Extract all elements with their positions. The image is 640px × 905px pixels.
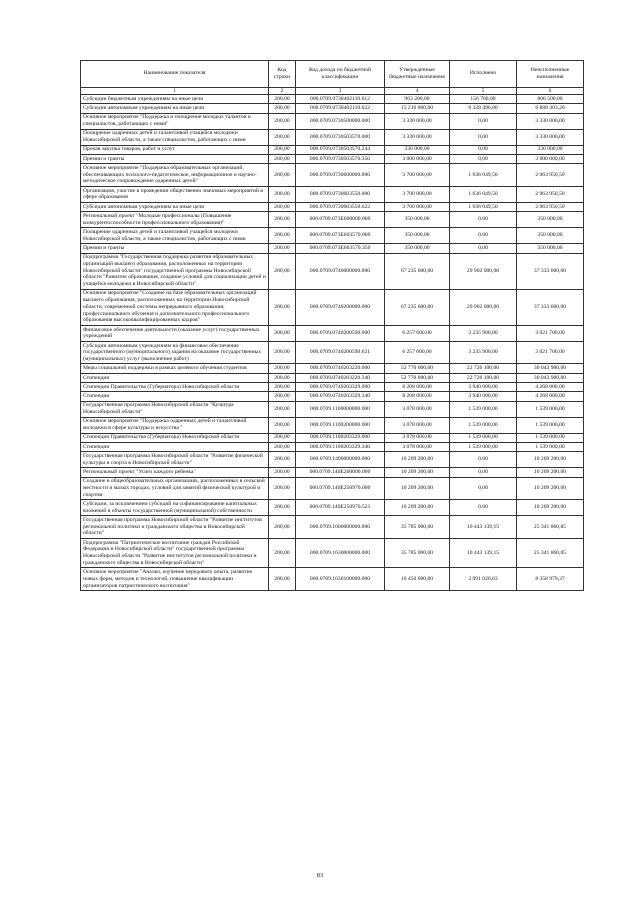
income-code-cell: 000.0709.073E603570.350 <box>296 244 385 253</box>
remaining-amount-cell: 350 000,00 <box>517 244 584 253</box>
executed-amount-cell: 1 539 000,00 <box>450 433 517 442</box>
column-number: 5 <box>450 87 517 94</box>
indicator-name-cell: Субсидии автономным учреждениям на финансовое обеспечение государственного (муниципального) задания на оказание государственных (муниципальных) услуг (выполнение работ) <box>81 341 269 364</box>
executed-amount-cell: 22 726 100,00 <box>450 364 517 373</box>
executed-amount-cell: 0,00 <box>450 244 517 253</box>
table-row <box>81 129 584 145</box>
approved-amount-cell: 3 078 000,00 <box>385 401 450 417</box>
executed-amount-cell: 1 636 049,50 <box>450 186 517 202</box>
executed-amount-cell: 0,00 <box>450 113 517 129</box>
remaining-amount-cell: 1 539 000,00 <box>517 433 584 442</box>
remaining-amount-cell: 10 209 200,00 <box>517 452 584 468</box>
column-number: 2 <box>269 87 296 94</box>
table-row <box>81 113 584 129</box>
remaining-amount-cell: 3 000 000,00 <box>517 154 584 163</box>
table-row <box>81 516 584 539</box>
income-code-cell: 000.0709.1400000000.000 <box>296 452 385 468</box>
line-code-cell: 200,00 <box>269 129 296 145</box>
executed-amount-cell: 10 443 139,15 <box>450 538 517 567</box>
income-code-cell: 000.0709.0740000000.000 <box>296 253 385 289</box>
approved-amount-cell: 3 078 000,00 <box>385 433 450 442</box>
approved-amount-cell: 15 216 800,00 <box>385 104 450 113</box>
page-number: 83 <box>316 872 324 879</box>
table-row <box>81 364 584 373</box>
approved-amount-cell: 3 000 000,00 <box>385 154 450 163</box>
line-code-cell: 200,00 <box>269 253 296 289</box>
approved-amount-cell: 10 209 200,00 <box>385 500 450 516</box>
indicator-name-cell: Прочая закупка товаров, работ и услуг <box>81 145 269 154</box>
indicator-name-cell: Субсидии, за исключением субсидий на софинансирование капитальных вложений в объекты государственной (муниципальной) собственности <box>81 500 269 516</box>
indicator-name-cell: Региональный проект "Успех каждого ребенка" <box>81 468 269 477</box>
approved-amount-cell: 3 330 000,00 <box>385 129 450 145</box>
header-row <box>81 61 584 88</box>
line-code-cell: 200,00 <box>269 104 296 113</box>
approved-amount-cell: 6 257 600,00 <box>385 325 450 341</box>
executed-amount-cell: 3 235 900,00 <box>450 341 517 364</box>
line-code-cell: 200,00 <box>269 383 296 392</box>
approved-amount-cell: 3 700 000,00 <box>385 186 450 202</box>
line-code-cell: 200,00 <box>269 364 296 373</box>
remaining-amount-cell: 25 341 860,85 <box>517 516 584 539</box>
line-code-cell: 200,00 <box>269 538 296 567</box>
income-code-cell: 000.0709.0740200590.000 <box>296 325 385 341</box>
income-code-cell: 000.0709.073E603570.000 <box>296 228 385 244</box>
indicator-name-cell: Основное мероприятие "Создание на базе образовательных организаций высшего образования, расположенных на территории Новосибирской области, современной системы непрерывного образования, профессионального обучения и дополнительного профессионального образования высококвалифицированных кадров" <box>81 289 269 325</box>
approved-amount-cell: 350 000,00 <box>385 212 450 228</box>
income-code-cell: 000.0709.1600000000.000 <box>296 516 385 539</box>
approved-amount-cell: 3 330 000,00 <box>385 113 450 129</box>
approved-amount-cell: 3 078 000,00 <box>385 442 450 451</box>
remaining-amount-cell: 1 539 000,00 <box>517 417 584 433</box>
income-code-cell: 000.0709.0730503570.000 <box>296 129 385 145</box>
budget-execution-table-sheet <box>80 60 583 591</box>
table-row <box>81 164 584 187</box>
indicator-name-cell: Стипендии Правительства (Губернатора) Новосибирской области <box>81 433 269 442</box>
remaining-amount-cell: 4 268 000,00 <box>517 383 584 392</box>
executed-amount-cell: 0,00 <box>450 145 517 154</box>
indicator-name-cell: Государственная программа Новосибирской области "Культура Новосибирской области" <box>81 401 269 417</box>
approved-amount-cell: 3 078 000,00 <box>385 417 450 433</box>
approved-amount-cell: 52 770 000,00 <box>385 364 450 373</box>
indicator-name-cell: Субсидии автономным учреждениям на иные цели <box>81 104 269 113</box>
remaining-amount-cell: 6 888 303,20 <box>517 104 584 113</box>
line-code-cell: 200,00 <box>269 95 296 104</box>
approved-amount-cell: 10 209 200,00 <box>385 468 450 477</box>
executed-amount-cell: 0,00 <box>450 154 517 163</box>
income-code-cell: 000.0709.0730503570.350 <box>296 154 385 163</box>
executed-amount-cell: 1 636 049,50 <box>450 202 517 211</box>
income-code-cell: 000.0709.1630100000.000 <box>296 568 385 591</box>
table-row <box>81 500 584 516</box>
remaining-amount-cell: 37 333 600,00 <box>517 253 584 289</box>
line-code-cell: 200,00 <box>269 325 296 341</box>
line-code-cell: 200,00 <box>269 516 296 539</box>
approved-amount-cell: 350 000,00 <box>385 244 450 253</box>
executed-amount-cell: 22 726 100,00 <box>450 373 517 382</box>
indicator-name-cell: Премии и гранты <box>81 244 269 253</box>
remaining-amount-cell: 806 500,00 <box>517 95 584 104</box>
executed-amount-cell: 10 443 139,15 <box>450 516 517 539</box>
header-indicator-name: Наименование показателя <box>81 61 269 88</box>
indicator-name-cell: Подпрограмма "Государственная поддержка развития образовательных организаций высшего образования, расположенных на территории Новосибирской области" государственной программы Новосибирской области "Развитие образования, создание условий для социализации детей и учащейся молодежи в Новосибирской области" <box>81 253 269 289</box>
indicator-name-cell: Создание в общеобразовательных организациях, расположенных в сельской местности и малых городах, условий для занятий физической культурой и спортом <box>81 477 269 500</box>
table-body <box>81 95 584 591</box>
executed-amount-cell: 1 539 000,00 <box>450 401 517 417</box>
line-code-cell: 200,00 <box>269 341 296 364</box>
indicator-name-cell: Субсидии бюджетным учреждениям на иные цели <box>81 95 269 104</box>
remaining-amount-cell: 350 000,00 <box>517 228 584 244</box>
indicator-name-cell: Региональный проект "Молодые профессионалы (Повышение конкурентоспособности профессионального образования)" <box>81 212 269 228</box>
table-row <box>81 442 584 451</box>
table-row <box>81 538 584 567</box>
remaining-amount-cell: 8 358 979,37 <box>517 568 584 591</box>
indicator-name-cell: Организация, участие в проведении общественно значимых мероприятий в сфере образования <box>81 186 269 202</box>
table-row <box>81 244 584 253</box>
line-code-cell: 200,00 <box>269 154 296 163</box>
indicator-name-cell: Финансовое обеспечение деятельности (оказание услуг) государственных учреждений <box>81 325 269 341</box>
header-line-code: Код строки <box>269 61 296 88</box>
table-row <box>81 186 584 202</box>
approved-amount-cell: 35 785 000,00 <box>385 516 450 539</box>
indicator-name-cell: Подпрограмма "Патриотическое воспитание граждан Российской Федерации в Новосибирской области" государственной программы Новосибирской области "Развитие институтов региональной политики и гражданского общества в Новосибирской области" <box>81 538 269 567</box>
table-row <box>81 145 584 154</box>
indicator-name-cell: Стипендии <box>81 442 269 451</box>
column-number: 6 <box>517 87 584 94</box>
remaining-amount-cell: 25 341 860,85 <box>517 538 584 567</box>
indicator-name-cell: Государственная программа Новосибирской области "Развитие физической культуры и спорта в Новосибирской области" <box>81 452 269 468</box>
income-code-cell: 000.0709.140E250970.521 <box>296 500 385 516</box>
line-code-cell: 200,00 <box>269 442 296 451</box>
income-code-cell: 000.0709.0740200000.000 <box>296 289 385 325</box>
approved-amount-cell: 67 235 600,00 <box>385 289 450 325</box>
indicator-name-cell: Стипендии <box>81 392 269 401</box>
table-row <box>81 289 584 325</box>
executed-amount-cell: 156 700,00 <box>450 95 517 104</box>
income-code-cell: 000.0709.1630000000.000 <box>296 538 385 567</box>
line-code-cell: 200,00 <box>269 145 296 154</box>
indicator-name-cell: Основное мероприятие "Анализ, изучение передового опыта, развитие новых форм, методов и технологий, повышение квалификации организаторов патриотического воспитания" <box>81 568 269 591</box>
approved-amount-cell: 52 770 000,00 <box>385 373 450 382</box>
income-code-cell: 000.0709.0730402110.612 <box>296 95 385 104</box>
table-row <box>81 95 584 104</box>
income-code-cell: 000.0709.0730603550.622 <box>296 202 385 211</box>
line-code-cell: 200,00 <box>269 289 296 325</box>
column-number: 1 <box>81 87 269 94</box>
remaining-amount-cell: 10 209 200,00 <box>517 468 584 477</box>
income-code-cell: 000.0709.140E200000.000 <box>296 468 385 477</box>
approved-amount-cell: 963 200,00 <box>385 95 450 104</box>
income-code-cell: 000.0709.0730500000.000 <box>296 113 385 129</box>
header-remaining: Неисполненные назначения <box>517 61 584 88</box>
table-row <box>81 452 584 468</box>
indicator-name-cell: Основное мероприятие "Поддержка образовательных организаций, обеспечивающих психолого-педагогическое, информационное и научно-методическое сопровождение одаренных детей" <box>81 164 269 187</box>
executed-amount-cell: 29 902 000,00 <box>450 289 517 325</box>
approved-amount-cell: 8 208 000,00 <box>385 392 450 401</box>
line-code-cell: 200,00 <box>269 373 296 382</box>
income-code-cell: 000.0709.1100000000.000 <box>296 401 385 417</box>
table-row <box>81 417 584 433</box>
approved-amount-cell: 35 785 000,00 <box>385 538 450 567</box>
line-code-cell: 200,00 <box>269 568 296 591</box>
budget-execution-table <box>80 60 584 591</box>
executed-amount-cell: 1 539 000,00 <box>450 442 517 451</box>
remaining-amount-cell: 30 043 900,00 <box>517 364 584 373</box>
indicator-name-cell: Стипендии <box>81 373 269 382</box>
remaining-amount-cell: 350 000,00 <box>517 212 584 228</box>
indicator-name-cell: Субсидии автономным учреждениям на иные цели <box>81 202 269 211</box>
line-code-cell: 200,00 <box>269 202 296 211</box>
remaining-amount-cell: 3 330 000,00 <box>517 129 584 145</box>
remaining-amount-cell: 3 021 700,00 <box>517 325 584 341</box>
column-number: 3 <box>296 87 385 94</box>
income-code-cell: 000.0709.0740203220.340 <box>296 373 385 382</box>
income-code-cell: 000.0709.0740203329.000 <box>296 383 385 392</box>
executed-amount-cell: 0,00 <box>450 477 517 500</box>
remaining-amount-cell: 1 539 000,00 <box>517 442 584 451</box>
approved-amount-cell: 10 209 200,00 <box>385 452 450 468</box>
indicator-name-cell: Основное мероприятие "Поддержка одаренных детей и талантливой молодежи в сфере культуры и искусства " <box>81 417 269 433</box>
approved-amount-cell: 6 257 600,00 <box>385 341 450 364</box>
table-row <box>81 202 584 211</box>
line-code-cell: 200,00 <box>269 113 296 129</box>
executed-amount-cell: 3 940 000,00 <box>450 383 517 392</box>
approved-amount-cell: 8 208 000,00 <box>385 383 450 392</box>
line-code-cell: 200,00 <box>269 417 296 433</box>
table-row <box>81 401 584 417</box>
remaining-amount-cell: 2 063 950,50 <box>517 202 584 211</box>
line-code-cell: 200,00 <box>269 164 296 187</box>
executed-amount-cell: 3 235 900,00 <box>450 325 517 341</box>
line-code-cell: 200,00 <box>269 186 296 202</box>
income-code-cell: 000.0709.0740200590.621 <box>296 341 385 364</box>
executed-amount-cell: 0,00 <box>450 468 517 477</box>
income-code-cell: 000.0709.0730603550.000 <box>296 186 385 202</box>
income-code-cell: 000.0709.0730402110.622 <box>296 104 385 113</box>
indicator-name-cell: Поощрение одаренных детей и талантливой учащейся молодежи Новосибирской области, а также специалистов, работающих с ними <box>81 228 269 244</box>
table-row <box>81 228 584 244</box>
indicator-name-cell: Стипендии Правительства (Губернатора) Новосибирской области <box>81 383 269 392</box>
line-code-cell: 200,00 <box>269 228 296 244</box>
income-code-cell: 000.0709.0740203329.340 <box>296 392 385 401</box>
table-row <box>81 383 584 392</box>
indicator-name-cell: Основное мероприятие "Поддержка и поощрение молодых талантов и специалистов, работающих с ними" <box>81 113 269 129</box>
executed-amount-cell: 0,00 <box>450 212 517 228</box>
header-income-code: Код дохода по бюджетной классификации <box>296 61 385 88</box>
income-code-cell: 000.0709.1100203329.000 <box>296 433 385 442</box>
table-row <box>81 104 584 113</box>
table-row <box>81 568 584 591</box>
line-code-cell: 200,00 <box>269 452 296 468</box>
table-row <box>81 212 584 228</box>
table-row <box>81 468 584 477</box>
header-approved: Утвержденные бюджетные назначения <box>385 61 450 88</box>
income-code-cell: 000.0709.140E250970.000 <box>296 477 385 500</box>
header-executed: Исполнено <box>450 61 517 88</box>
income-code-cell: 000.0709.0730503570.244 <box>296 145 385 154</box>
approved-amount-cell: 10 450 000,00 <box>385 568 450 591</box>
table-row <box>81 325 584 341</box>
remaining-amount-cell: 2 063 950,50 <box>517 164 584 187</box>
executed-amount-cell: 1 636 049,50 <box>450 164 517 187</box>
table-row <box>81 373 584 382</box>
line-code-cell: 200,00 <box>269 401 296 417</box>
line-code-cell: 200,00 <box>269 500 296 516</box>
remaining-amount-cell: 10 209 200,00 <box>517 500 584 516</box>
table-row <box>81 433 584 442</box>
income-code-cell: 000.0709.1100203329.340 <box>296 442 385 451</box>
executed-amount-cell: 1 539 000,00 <box>450 417 517 433</box>
remaining-amount-cell: 30 043 900,00 <box>517 373 584 382</box>
remaining-amount-cell: 330 000,00 <box>517 145 584 154</box>
line-code-cell: 200,00 <box>269 212 296 228</box>
income-code-cell: 000.0709.0740203220.000 <box>296 364 385 373</box>
column-number: 4 <box>385 87 450 94</box>
approved-amount-cell: 3 700 000,00 <box>385 164 450 187</box>
executed-amount-cell: 0,00 <box>450 500 517 516</box>
table-header <box>81 61 584 95</box>
indicator-name-cell: Премии и гранты <box>81 154 269 163</box>
line-code-cell: 200,00 <box>269 244 296 253</box>
executed-amount-cell: 29 902 000,00 <box>450 253 517 289</box>
income-code-cell: 000.0709.0730600000.000 <box>296 164 385 187</box>
approved-amount-cell: 10 209 200,00 <box>385 477 450 500</box>
indicator-name-cell: Поощрение одаренных детей и талантливой учащейся молодежи Новосибирской области, а также специалистов, работающих с ними <box>81 129 269 145</box>
executed-amount-cell: 0,00 <box>450 452 517 468</box>
table-row <box>81 477 584 500</box>
table-row <box>81 154 584 163</box>
line-code-cell: 200,00 <box>269 392 296 401</box>
remaining-amount-cell: 1 539 000,00 <box>517 401 584 417</box>
column-number-row <box>81 87 584 94</box>
line-code-cell: 200,00 <box>269 468 296 477</box>
line-code-cell: 200,00 <box>269 433 296 442</box>
indicator-name-cell: Меры социальной поддержки в рамках целевого обучения студентов <box>81 364 269 373</box>
remaining-amount-cell: 3 330 000,00 <box>517 113 584 129</box>
remaining-amount-cell: 2 063 950,50 <box>517 186 584 202</box>
approved-amount-cell: 3 700 000,00 <box>385 202 450 211</box>
executed-amount-cell: 0,00 <box>450 129 517 145</box>
remaining-amount-cell: 37 333 600,00 <box>517 289 584 325</box>
line-code-cell: 200,00 <box>269 477 296 500</box>
executed-amount-cell: 3 940 000,00 <box>450 392 517 401</box>
table-row <box>81 341 584 364</box>
approved-amount-cell: 350 000,00 <box>385 228 450 244</box>
remaining-amount-cell: 10 209 200,00 <box>517 477 584 500</box>
table-row <box>81 392 584 401</box>
remaining-amount-cell: 3 021 700,00 <box>517 341 584 364</box>
income-code-cell: 000.0709.073E600000.000 <box>296 212 385 228</box>
executed-amount-cell: 2 091 020,63 <box>450 568 517 591</box>
indicator-name-cell: Государственная программа Новосибирской области "Развитие институтов региональной политики и гражданского общества в Новосибирской области" <box>81 516 269 539</box>
income-code-cell: 000.0709.1100200000.000 <box>296 417 385 433</box>
executed-amount-cell: 8 328 496,80 <box>450 104 517 113</box>
executed-amount-cell: 0,00 <box>450 228 517 244</box>
table-row <box>81 253 584 289</box>
approved-amount-cell: 330 000,00 <box>385 145 450 154</box>
approved-amount-cell: 67 235 600,00 <box>385 253 450 289</box>
remaining-amount-cell: 4 268 000,00 <box>517 392 584 401</box>
